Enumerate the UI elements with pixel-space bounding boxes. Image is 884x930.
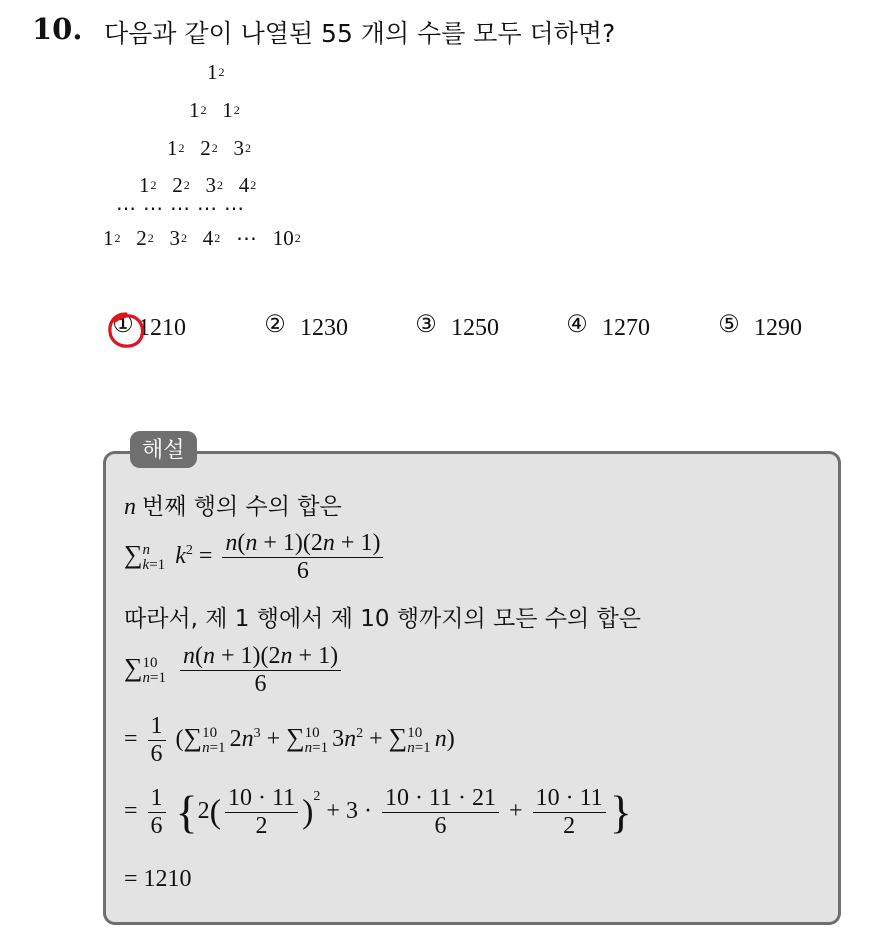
choice-value: 1230: [300, 315, 348, 341]
choice-4[interactable]: [566, 314, 650, 342]
variable-n: n: [124, 494, 136, 520]
term-exponent: 2: [211, 141, 218, 155]
term: 3: [169, 226, 180, 250]
term-exponent: 2: [200, 103, 207, 117]
ellipsis-row: ⋯ ⋯ ⋯ ⋯ ⋯: [116, 198, 245, 220]
term: 4: [238, 173, 250, 197]
choice-symbol: ②: [264, 312, 286, 338]
solution-tag: 해설: [130, 431, 197, 468]
term: 2: [200, 136, 211, 160]
term: 2: [172, 173, 183, 197]
triangle-row-4: [139, 173, 256, 198]
term: ⋯: [236, 226, 257, 250]
solution-formula-4: = $\frac{1}{6}$ {2( $\frac{10 \cdot 11}{2}$ )$^2$ + 3 · $\frac{10 \cdot 11 \cdot 21}{6}$ + $\frac{10 \cdot 11}{2}$ }: [124, 785, 632, 839]
triangle-row-3: [167, 136, 251, 161]
question-text: 다음과 같이 나열된 55 개의 수를 모두 더하면?: [104, 19, 616, 48]
choice-value: 1210: [138, 315, 186, 341]
answer-choices: [104, 314, 824, 350]
triangle-row-2: [189, 98, 240, 123]
choice-2[interactable]: [264, 314, 348, 342]
term-exponent: 2: [233, 103, 240, 117]
term-exponent: 2: [114, 231, 121, 245]
choice-1[interactable]: [112, 314, 186, 342]
solution-line-1: [124, 488, 342, 521]
term: 1: [167, 136, 178, 160]
choice-value: 1290: [754, 315, 802, 341]
solution-formula-2: ∑ 10 n=1 $\frac{n(n + 1)(2n + 1)}{6}$: [124, 643, 345, 698]
solution-text-1: 번째 행의 수의 합은: [142, 494, 342, 520]
question-number: 10.: [32, 12, 83, 46]
term-exponent: 2: [294, 231, 301, 245]
choice-value: 1270: [602, 315, 650, 341]
term: 1: [189, 98, 200, 122]
choice-value: 1250: [451, 315, 499, 341]
term: 3: [233, 136, 244, 160]
term-exponent: 2: [178, 141, 185, 155]
term-exponent: 2: [214, 231, 221, 245]
term-exponent: 2: [218, 65, 225, 79]
solution-line-3: [124, 600, 641, 633]
triangle-row-1: [207, 60, 225, 85]
term: 1: [222, 98, 233, 122]
term: 1: [103, 226, 114, 250]
triangle-row-10: [103, 226, 301, 251]
answer-circle-mark-icon: [106, 310, 146, 350]
choice-3[interactable]: [415, 314, 499, 342]
term: 1: [139, 173, 150, 197]
term-exponent: 2: [245, 141, 251, 155]
term: 1: [207, 60, 218, 84]
choice-symbol: ③: [415, 312, 437, 338]
term: 4: [202, 226, 214, 250]
choice-symbol: ⑤: [718, 312, 740, 338]
term-exponent: 2: [250, 178, 257, 192]
term-exponent: 2: [183, 178, 190, 192]
choice-5[interactable]: [718, 314, 802, 342]
solution-formula-1: ∑ n k=1 $k^2$ = $\frac{n(n + 1)(2n + 1)}{6}$: [124, 530, 387, 585]
term-exponent: 2: [217, 178, 223, 192]
solution-text-3: 따라서, 제 1 행에서 제 10 행까지의 모든 수의 합은: [124, 606, 641, 632]
term: 3: [205, 173, 216, 197]
term-exponent: 2: [147, 231, 154, 245]
solution-formula-3: = $\frac{1}{6}$ (∑ 10 n=1 $2n^3$ + ∑ 10 n=1 $3n^2$ + ∑ 10 n=1 n): [124, 713, 455, 767]
term: 2: [136, 226, 147, 250]
choice-symbol: ①: [112, 312, 134, 338]
term: 10: [272, 226, 294, 250]
term-exponent: 2: [150, 178, 157, 192]
term-exponent: 2: [181, 231, 187, 245]
solution-final: = 1210: [124, 866, 192, 892]
choice-symbol: ④: [566, 312, 588, 338]
